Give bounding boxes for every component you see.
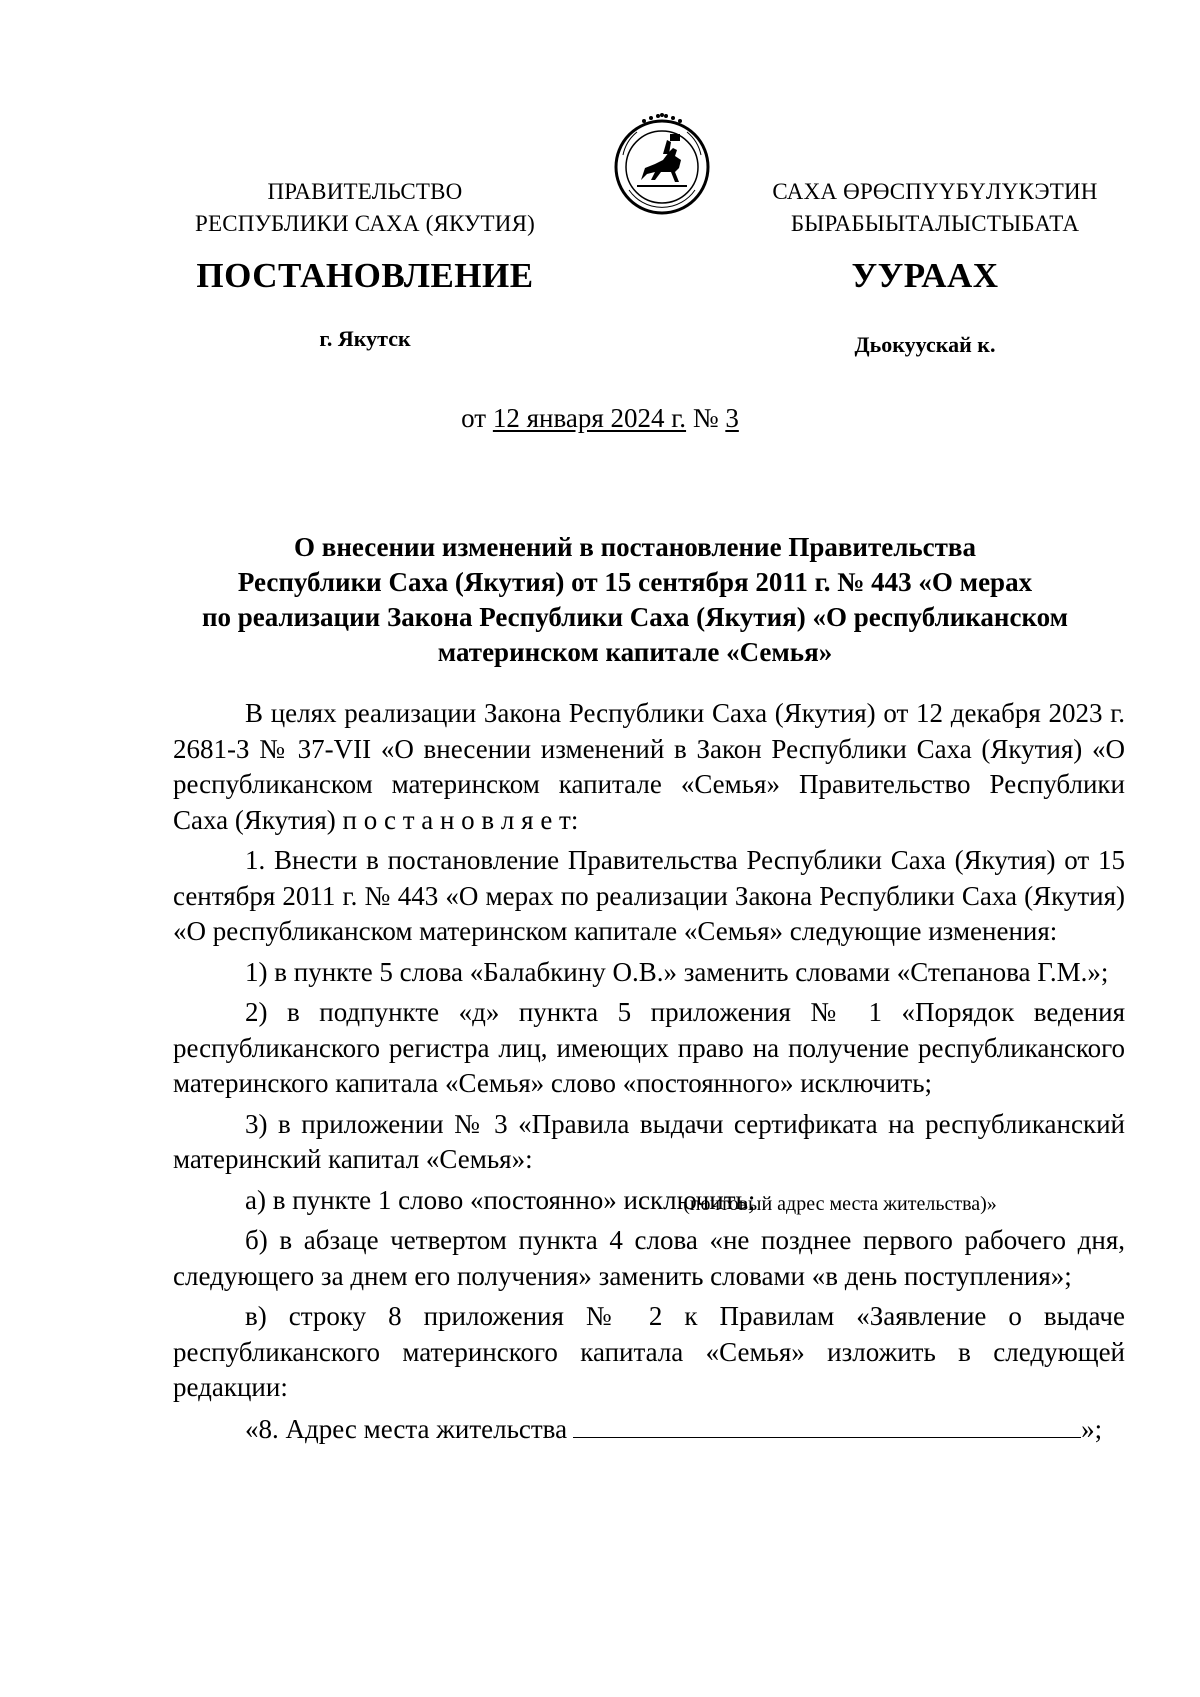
number-value: 3 [725, 403, 739, 433]
title-sakha: УУРААХ [851, 256, 999, 295]
document-title-line: Республики Саха (Якутия) от 15 сентября 2011 г. № 443 «О мерах [237, 567, 1033, 597]
address-blank-line [573, 1411, 1081, 1438]
header-left-line2: РЕСПУБЛИКИ САХА (ЯКУТИЯ) [194, 211, 536, 236]
document-date-number [0, 403, 1200, 434]
paragraph-subitem-3: 3) в приложении № 3 «Правила выдачи сертификата на республиканский материнский капитал «Семья»: [173, 1108, 1125, 1174]
paragraph-subitem-1: 1) в пункте 5 слова «Балабкину О.В.» заменить словами «Степанова Г.М.»; [245, 956, 1109, 987]
number-sign: № [692, 403, 719, 433]
date-value: 12 января 2024 г. [492, 403, 687, 433]
paragraph-address-row [173, 1411, 1125, 1448]
paragraph-subitem-3v: в) строку 8 приложения № 2 к Правилам «Заявление о выдаче республиканского материнского капитала «Семья» изложить в следующей редакции: [173, 1301, 1125, 1402]
header-right-line2: БЫРАБЫЫТАЛЫСТЫБАТА [790, 211, 1080, 236]
date-prefix: от [461, 403, 487, 433]
document-title [160, 530, 1110, 670]
city-sakha: Дьокуускай к. [854, 332, 996, 357]
header-right-line1: САХА ӨРӨСПҮҮБҮЛҮКЭТИН [772, 179, 1098, 204]
paragraph-subitem-2: 2) в подпункте «д» пункта 5 приложения № 1 «Порядок ведения республиканского регистра лиц, имеющих право на получение республиканского материнского капитала «Семья» слово «постоянного» исключить; [173, 997, 1125, 1098]
paragraph-item-1: 1. Внести в постановление Правительства Республики Саха (Якутия) от 15 сентября 2011 г. № 443 «О мерах по реализации Закона Республики Саха (Якутия) «О республиканском материнском капитале «Семья» следующие изменения: [173, 845, 1125, 946]
city-ru: г. Якутск [319, 326, 411, 351]
address-end: »; [1081, 1413, 1103, 1444]
document-body [173, 696, 1125, 1447]
document-title-line: О внесении изменений в постановление Правительства [294, 532, 976, 562]
document-title-line: материнском капитале «Семья» [437, 637, 833, 667]
paragraph-subitem-3b: б) в абзаце четвертом пункта 4 слова «не позднее первого рабочего дня, следующего за днем его получения» заменить словами «в день поступления»; [173, 1225, 1125, 1291]
coat-of-arms-icon [607, 110, 717, 220]
address-hint: (почтовый адрес места жительства)» [683, 1193, 997, 1215]
header-left-line1: ПРАВИТЕЛЬСТВО [267, 179, 463, 204]
title-ru: ПОСТАНОВЛЕНИЕ [196, 256, 534, 295]
paragraph-preamble: В целях реализации Закона Республики Саха (Якутия) от 12 декабря 2023 г. 2681-З № 37-VII «О внесении изменений в Закон Республики Саха (Якутия) «О республиканском материнском капитале «Семья» Правительство Республики Саха (Якутия) п о с т а н о в л я е т: [173, 698, 1125, 835]
document-title-line: по реализации Закона Республики Саха (Якутия) «О республиканском [201, 602, 1069, 632]
paragraph-subitem-3a: а) в пункте 1 слово «постоянно» исключить; [245, 1184, 756, 1215]
address-label: «8. Адрес места жительства [245, 1413, 568, 1444]
header-left [180, 176, 550, 240]
header-right [745, 176, 1125, 240]
